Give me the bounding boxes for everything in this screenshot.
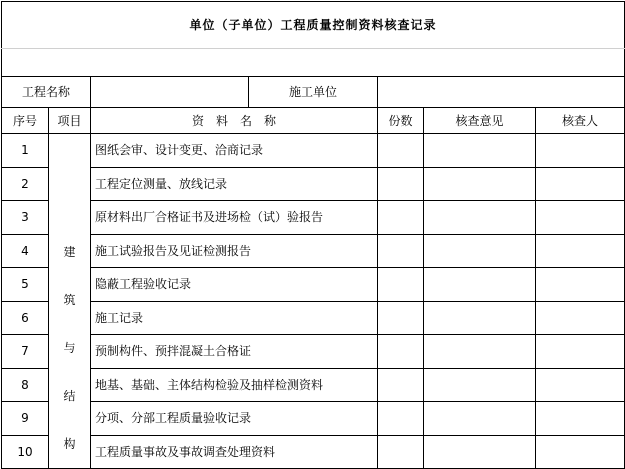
table-row — [2, 402, 625, 436]
table-row — [2, 134, 625, 168]
header-reviewer: 核查人 — [536, 108, 625, 134]
reviewer-cell[interactable] — [536, 435, 625, 469]
copies-cell[interactable] — [378, 435, 424, 469]
row-number: 4 — [2, 234, 49, 268]
material-name: 施工试验报告及见证检测报告 — [91, 234, 378, 268]
copies-cell[interactable] — [378, 167, 424, 201]
project-name-label: 工程名称 — [2, 77, 91, 108]
row-number: 3 — [2, 201, 49, 235]
reviewer-cell[interactable] — [536, 402, 625, 436]
copies-cell[interactable] — [378, 234, 424, 268]
reviewer-cell[interactable] — [536, 301, 625, 335]
header-seq: 序号 — [2, 108, 49, 134]
table-row — [2, 167, 625, 201]
review-opinion-cell[interactable] — [424, 435, 536, 469]
copies-cell[interactable] — [378, 368, 424, 402]
row-number: 9 — [2, 402, 49, 436]
header-review-opinion: 核查意见 — [424, 108, 536, 134]
table-row — [2, 234, 625, 268]
table-row — [2, 201, 625, 235]
table-row — [2, 301, 625, 335]
category-char: 与 — [63, 341, 76, 355]
review-opinion-cell[interactable] — [424, 268, 536, 302]
review-opinion-cell[interactable] — [424, 201, 536, 235]
table-row — [2, 368, 625, 402]
copies-cell[interactable] — [378, 402, 424, 436]
category-building-structure — [49, 134, 91, 469]
reviewer-cell[interactable] — [536, 134, 625, 168]
construction-unit-value[interactable] — [378, 77, 625, 108]
category-char: 构 — [63, 437, 76, 451]
review-opinion-cell[interactable] — [424, 402, 536, 436]
row-number: 2 — [2, 167, 49, 201]
review-opinion-cell[interactable] — [424, 368, 536, 402]
reviewer-cell[interactable] — [536, 368, 625, 402]
material-name: 工程质量事故及事故调查处理资料 — [91, 435, 378, 469]
review-opinion-cell[interactable] — [424, 167, 536, 201]
row-number: 5 — [2, 268, 49, 302]
reviewer-cell[interactable] — [536, 268, 625, 302]
row-number: 1 — [2, 134, 49, 168]
reviewer-cell[interactable] — [536, 335, 625, 369]
record-table — [1, 1, 625, 469]
material-name: 施工记录 — [91, 301, 378, 335]
row-number: 6 — [2, 301, 49, 335]
table-row — [2, 435, 625, 469]
copies-cell[interactable] — [378, 201, 424, 235]
review-opinion-cell[interactable] — [424, 301, 536, 335]
material-name: 图纸会审、设计变更、洽商记录 — [91, 134, 378, 168]
category-char: 筑 — [63, 293, 76, 307]
row-number: 8 — [2, 368, 49, 402]
header-material-name: 资 料 名 称 — [91, 108, 378, 134]
header-copies: 份数 — [378, 108, 424, 134]
copies-cell[interactable] — [378, 335, 424, 369]
table-row — [2, 335, 625, 369]
reviewer-cell[interactable] — [536, 201, 625, 235]
review-opinion-cell[interactable] — [424, 234, 536, 268]
project-name-value[interactable] — [91, 77, 249, 108]
row-number: 10 — [2, 435, 49, 469]
document-title: 单位（子单位）工程质量控制资料核查记录 — [2, 2, 625, 49]
material-name: 分项、分部工程质量验收记录 — [91, 402, 378, 436]
blank-row[interactable] — [2, 49, 625, 77]
copies-cell[interactable] — [378, 268, 424, 302]
material-name: 工程定位测量、放线记录 — [91, 167, 378, 201]
material-name: 预制构件、预拌混凝土合格证 — [91, 335, 378, 369]
copies-cell[interactable] — [378, 134, 424, 168]
review-opinion-cell[interactable] — [424, 335, 536, 369]
material-name: 隐蔽工程验收记录 — [91, 268, 378, 302]
construction-unit-label: 施工单位 — [249, 77, 378, 108]
material-name: 原材料出厂合格证书及进场检（试）验报告 — [91, 201, 378, 235]
copies-cell[interactable] — [378, 301, 424, 335]
reviewer-cell[interactable] — [536, 167, 625, 201]
category-char: 建 — [63, 245, 76, 259]
row-number: 7 — [2, 335, 49, 369]
reviewer-cell[interactable] — [536, 234, 625, 268]
material-name: 地基、基础、主体结构检验及抽样检测资料 — [91, 368, 378, 402]
review-opinion-cell[interactable] — [424, 134, 536, 168]
category-char: 结 — [63, 389, 76, 403]
header-item: 项目 — [49, 108, 91, 134]
table-row — [2, 268, 625, 302]
